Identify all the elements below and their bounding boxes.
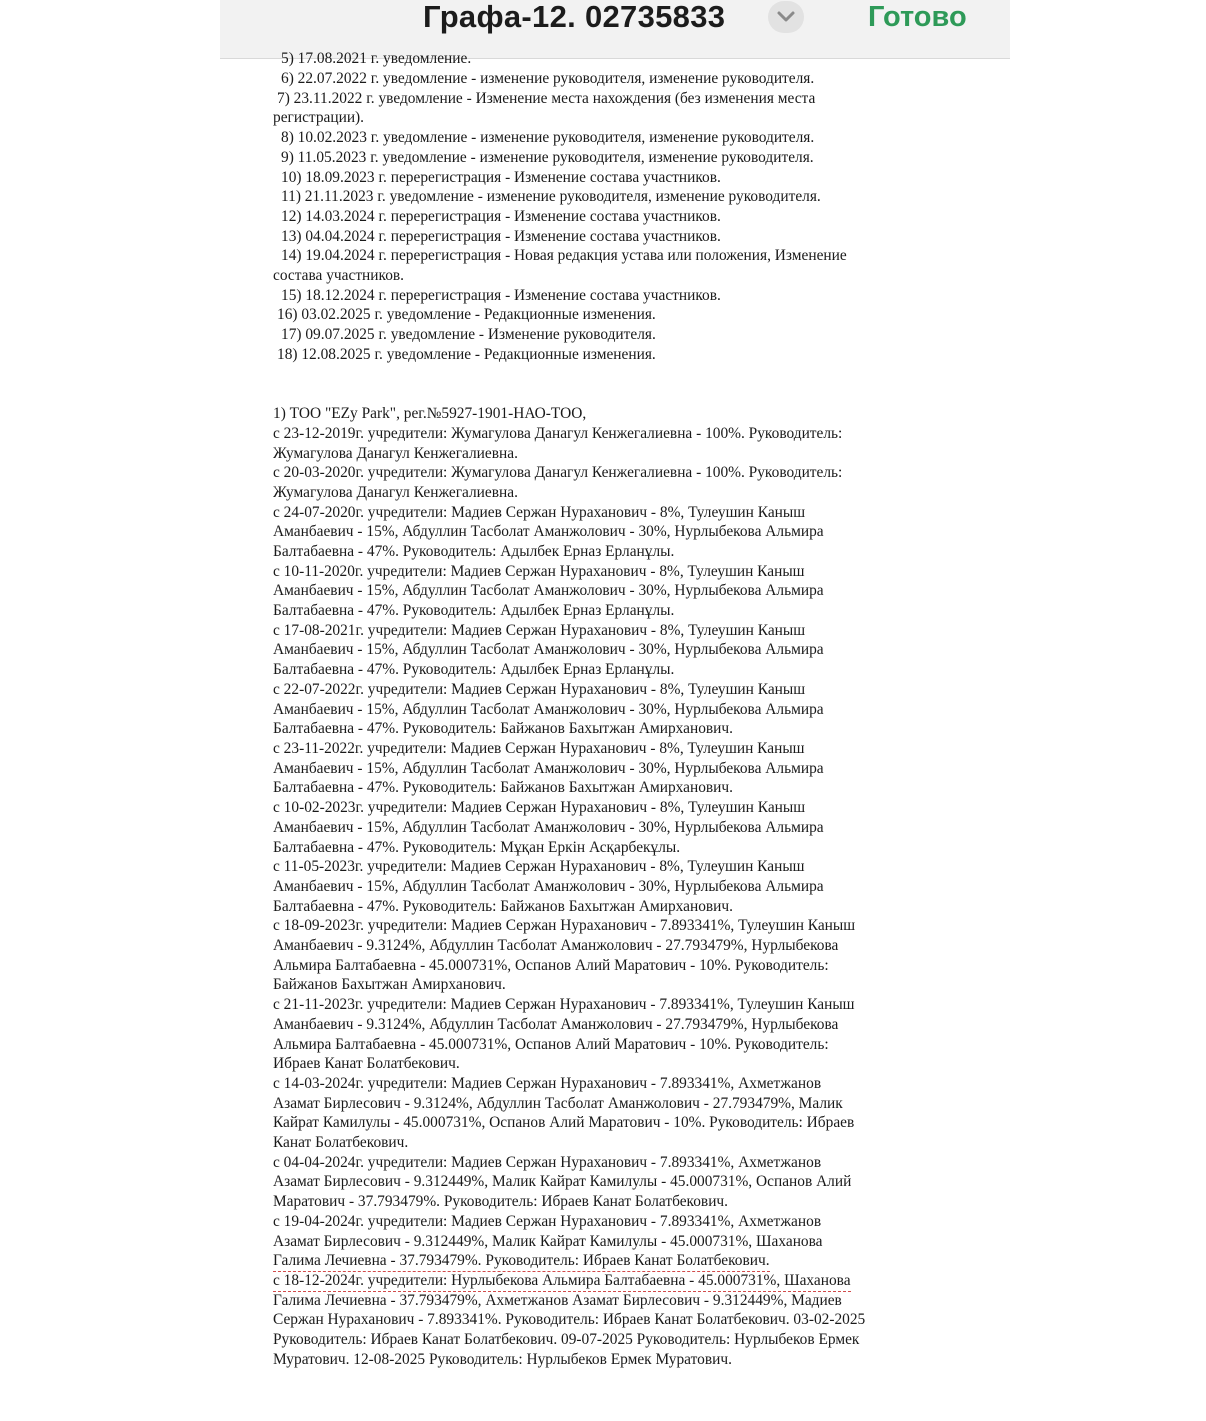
- company-line: Азамат Бирлесович - 9.3124%, Абдуллин Тасболат Аманжолович - 27.793479%, Малик: [273, 1095, 843, 1112]
- company-line: Муратович. 12-08-2025 Руководитель: Нурлыбеков Ермек Муратович.: [273, 1351, 732, 1368]
- company-line: Аманбаевич - 15%, Абдуллин Тасболат Аманжолович - 30%, Нурлыбекова Альмира: [273, 878, 824, 895]
- title-menu-button[interactable]: [768, 1, 804, 33]
- history-line: 6) 22.07.2022 г. уведомление - изменение руководителя, изменение руководителя.: [281, 70, 815, 87]
- company-line: Балтабаевна - 47%. Руководитель: Адылбек Ерназ Ерланұлы.: [273, 661, 675, 678]
- company-line: Ибраев Канат Болатбекович.: [273, 1055, 460, 1072]
- company-line: Руководитель: Ибраев Канат Болатбекович. 09-07-2025 Руководитель: Нурлыбеков Ермек: [273, 1331, 860, 1348]
- company-line: Канат Болатбекович.: [273, 1134, 409, 1151]
- company-line: Аманбаевич - 9.3124%, Абдуллин Тасболат Аманжолович - 27.793479%, Нурлыбекова: [273, 1016, 839, 1033]
- company-line: с 18-09-2023г. учредители: Мадиев Сержан Нураханович - 7.893341%, Тулеушин Каныш: [273, 917, 856, 934]
- company-line: Балтабаевна - 47%. Руководитель: Мұқан Еркін Асқарбекұлы.: [273, 839, 681, 856]
- company-line: Кайрат Камилулы - 45.000731%, Оспанов Алий Маратович - 10%. Руководитель: Ибраев: [273, 1114, 855, 1131]
- company-line: Аманбаевич - 15%, Абдуллин Тасболат Аманжолович - 30%, Нурлыбекова Альмира: [273, 523, 824, 540]
- history-line: 10) 18.09.2023 г. перерегистрация - Изменение состава участников.: [281, 169, 721, 186]
- history-line: 16) 03.02.2025 г. уведомление - Редакционные изменения.: [277, 306, 656, 323]
- company-line: с 20-03-2020г. учредители: Жумагулова Данагул Кенжегалиевна - 100%. Руководитель:: [273, 464, 843, 481]
- history-line: 13) 04.04.2024 г. перерегистрация - Изменение состава участников.: [281, 228, 721, 245]
- company-line: Балтабаевна - 47%. Руководитель: Адылбек Ерназ Ерланұлы.: [273, 602, 675, 619]
- history-line: регистрации).: [273, 109, 365, 126]
- company-line: с 21-11-2023г. учредители: Мадиев Сержан Нураханович - 7.893341%, Тулеушин Каныш: [273, 996, 855, 1013]
- company-line: Балтабаевна - 47%. Руководитель: Байжанов Бахытжан Амирханович.: [273, 898, 734, 915]
- company-line: Галима Лечиевна - 37.793479%. Руководитель: Ибраев Канат Болатбекович.: [273, 1251, 770, 1272]
- company-line: с 10-02-2023г. учредители: Мадиев Сержан Нураханович - 8%, Тулеушин Каныш: [273, 799, 806, 816]
- company-line: Балтабаевна - 47%. Руководитель: Адылбек Ерназ Ерланұлы.: [273, 543, 675, 560]
- history-line: 15) 18.12.2024 г. перерегистрация - Изменение состава участников.: [281, 287, 721, 304]
- done-button[interactable]: Готово: [868, 1, 967, 33]
- company-line: с 14-03-2024г. учредители: Мадиев Сержан Нураханович - 7.893341%, Ахметжанов: [273, 1075, 822, 1092]
- company-line: с 17-08-2021г. учредители: Мадиев Сержан Нураханович - 8%, Тулеушин Каныш: [273, 622, 806, 639]
- company-line: с 24-07-2020г. учредители: Мадиев Сержан Нураханович - 8%, Тулеушин Каныш: [273, 504, 806, 521]
- history-line: 11) 21.11.2023 г. уведомление - изменение руководителя, изменение руководителя.: [281, 188, 821, 205]
- company-line: Сержан Нураханович - 7.893341%. Руководитель: Ибраев Канат Болатбекович. 03-02-2025: [273, 1311, 866, 1328]
- company-line: Балтабаевна - 47%. Руководитель: Байжанов Бахытжан Амирханович.: [273, 720, 734, 737]
- company-line: Жумагулова Данагул Кенжегалиевна.: [273, 484, 518, 501]
- chevron-down-icon: [768, 1, 804, 33]
- company-line: Галима Лечиевна - 37.793479%, Ахметжанов Азамат Бирлесович - 9.312449%, Мадиев: [273, 1292, 842, 1309]
- history-line: 8) 10.02.2023 г. уведомление - изменение руководителя, изменение руководителя.: [281, 129, 815, 146]
- company-line: Аманбаевич - 15%, Абдуллин Тасболат Аманжолович - 30%, Нурлыбекова Альмира: [273, 701, 824, 718]
- history-line: 17) 09.07.2025 г. уведомление - Изменение руководителя.: [281, 326, 656, 343]
- history-line: 18) 12.08.2025 г. уведомление - Редакционные изменения.: [277, 346, 656, 363]
- company-line: Байжанов Бахытжан Амирханович.: [273, 976, 506, 993]
- document-title: Графа-12. 02735833: [423, 0, 726, 34]
- history-line: 12) 14.03.2024 г. перерегистрация - Изменение состава участников.: [281, 208, 721, 225]
- company-line: с 22-07-2022г. учредители: Мадиев Сержан Нураханович - 8%, Тулеушин Каныш: [273, 681, 806, 698]
- company-line: с 11-05-2023г. учредители: Мадиев Сержан Нураханович - 8%, Тулеушин Каныш: [273, 858, 805, 875]
- company-line: Балтабаевна - 47%. Руководитель: Байжанов Бахытжан Амирханович.: [273, 779, 734, 796]
- company-line: с 10-11-2020г. учредители: Мадиев Сержан Нураханович - 8%, Тулеушин Каныш: [273, 563, 805, 580]
- history-line: 7) 23.11.2022 г. уведомление - Изменение места нахождения (без изменения места: [277, 90, 816, 107]
- company-line: с 19-04-2024г. учредители: Мадиев Сержан Нураханович - 7.893341%, Ахметжанов: [273, 1213, 822, 1230]
- company-line: Аманбаевич - 15%, Абдуллин Тасболат Аманжолович - 30%, Нурлыбекова Альмира: [273, 819, 824, 836]
- company-line: с 04-04-2024г. учредители: Мадиев Сержан Нураханович - 7.893341%, Ахметжанов: [273, 1154, 822, 1171]
- company-line: с 23-12-2019г. учредители: Жумагулова Данагул Кенжегалиевна - 100%. Руководитель:: [273, 425, 843, 442]
- company-line: Альмира Балтабаевна - 45.000731%, Оспанов Алий Маратович - 10%. Руководитель:: [273, 957, 829, 974]
- history-line: 14) 19.04.2024 г. перерегистрация - Новая редакция устава или положения, Изменение: [281, 247, 847, 264]
- history-line: 9) 11.05.2023 г. уведомление - изменение руководителя, изменение руководителя.: [281, 149, 814, 166]
- company-line: 1) ТОО "EZy Park", рег.№5927-1901-НАО-ТОО,: [273, 405, 587, 422]
- company-line: Альмира Балтабаевна - 45.000731%, Оспанов Алий Маратович - 10%. Руководитель:: [273, 1036, 829, 1053]
- company-line: Маратович - 37.793479%. Руководитель: Ибраев Канат Болатбекович.: [273, 1193, 729, 1210]
- company-line: Аманбаевич - 15%, Абдуллин Тасболат Аманжолович - 30%, Нурлыбекова Альмира: [273, 582, 824, 599]
- company-line: Азамат Бирлесович - 9.312449%, Малик Кайрат Камилулы - 45.000731%, Оспанов Алий: [273, 1173, 852, 1190]
- company-line: Аманбаевич - 15%, Абдуллин Тасболат Аманжолович - 30%, Нурлыбекова Альмира: [273, 760, 824, 777]
- history-line: состава участников.: [273, 267, 405, 284]
- company-line: Аманбаевич - 9.3124%, Абдуллин Тасболат Аманжолович - 27.793479%, Нурлыбекова: [273, 937, 839, 954]
- company-line: Аманбаевич - 15%, Абдуллин Тасболат Аманжолович - 30%, Нурлыбекова Альмира: [273, 641, 824, 658]
- company-line: Азамат Бирлесович - 9.312449%, Малик Кайрат Камилулы - 45.000731%, Шаханова: [273, 1233, 823, 1250]
- company-line: с 23-11-2022г. учредители: Мадиев Сержан Нураханович - 8%, Тулеушин Каныш: [273, 740, 805, 757]
- history-line: 5) 17.08.2021 г. уведомление.: [281, 50, 472, 67]
- company-line: с 18-12-2024г. учредители: Нурлыбекова Альмира Балтабаевна - 45.000731%, Шаханова: [273, 1271, 851, 1292]
- company-line: Жумагулова Данагул Кенжегалиевна.: [273, 445, 518, 462]
